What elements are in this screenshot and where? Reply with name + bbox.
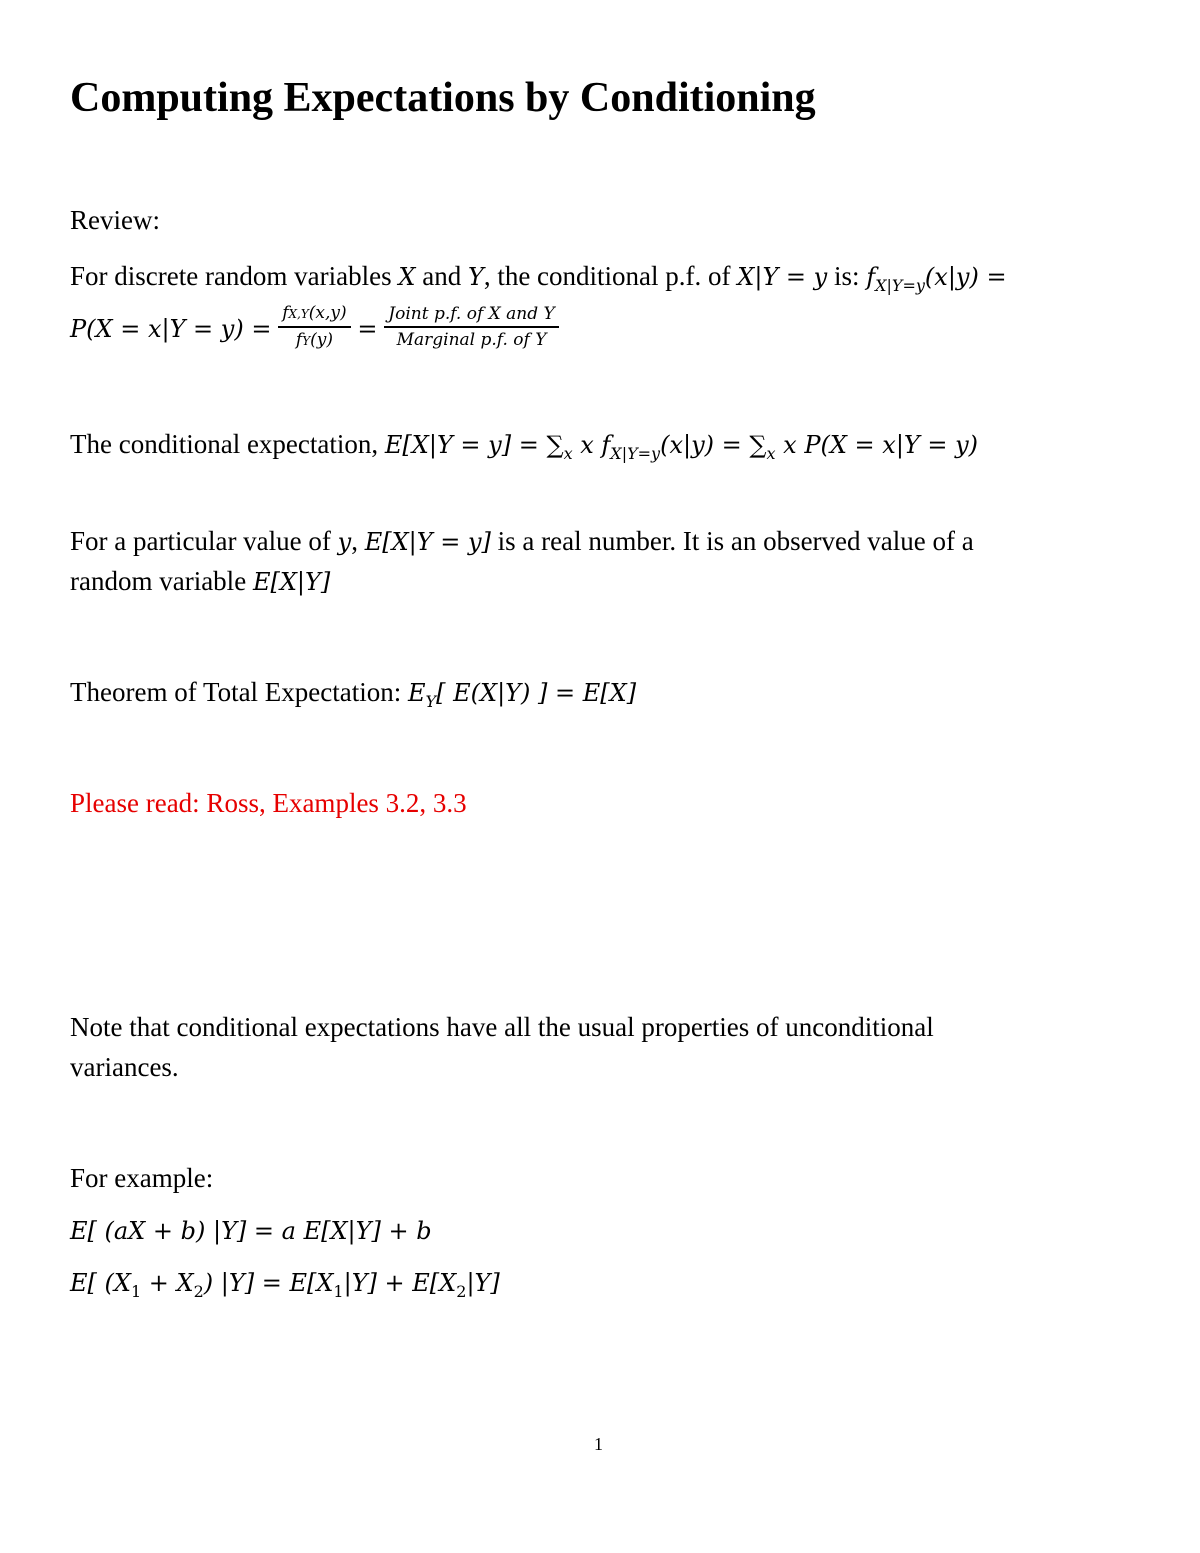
text: For discrete random variables: [70, 261, 399, 291]
math-f: f: [866, 263, 876, 291]
math-expr: E[ (X: [70, 1269, 131, 1297]
math-expr: + X: [141, 1269, 194, 1297]
math-subscript: X|Y=y: [610, 444, 661, 463]
math-expr: (x|y) = ∑: [660, 431, 767, 459]
fraction-numerator: Joint p.f. of X and Y: [384, 302, 558, 328]
example-label: For example:: [70, 1163, 214, 1193]
math-subscript: 1: [130, 1282, 142, 1301]
page-title: Computing Expectations by Conditioning: [70, 75, 816, 121]
page-number: 1: [594, 1434, 603, 1454]
math-condition: X|Y = y: [737, 263, 828, 291]
math-expr: x P(X = x|Y = y): [775, 431, 979, 459]
conditional-expectation-line: [70, 424, 978, 474]
math-expr: E[X|Y = y]: [364, 528, 491, 556]
note-line2: variances.: [70, 1052, 179, 1082]
math-args: (x,y): [308, 303, 347, 323]
example-equation-2: [70, 1262, 500, 1312]
please-read-note: Please read: Ross, Examples 3.2, 3.3: [70, 788, 467, 818]
text: is:: [827, 261, 867, 291]
fraction-words: [384, 302, 558, 352]
math-subscript: Y: [425, 692, 437, 711]
text: The conditional expectation,: [70, 429, 385, 459]
math-expr: E[X|Y]: [252, 568, 331, 596]
math-subscript: x: [766, 444, 776, 463]
math-f: f: [282, 303, 289, 323]
text: is a real number. It is an observed value of a: [490, 526, 974, 556]
math-subscript: X,Y: [288, 307, 309, 321]
math-probability: P(X = x|Y = y) =: [70, 315, 272, 344]
math-expr: [ E(X|Y) ] = E[X]: [436, 679, 637, 707]
math-subscript: 2: [456, 1282, 467, 1301]
discrete-definition-line2: [70, 305, 559, 357]
math-expr: E[ (aX + b) |Y] = a E[X|Y] + b: [70, 1217, 432, 1245]
theorem-total-expectation: [70, 672, 636, 722]
math-y: y: [337, 528, 352, 556]
fraction-numerator: [278, 301, 350, 328]
math-subscript: x: [563, 444, 573, 463]
note-line1: Note that conditional expectations have all the usual properties of unconditional: [70, 1012, 934, 1042]
math-e: E: [408, 679, 426, 707]
math-expr: x f: [572, 431, 611, 459]
math-expr: ) |Y] = E[X: [203, 1269, 334, 1297]
math-y: Y: [467, 263, 484, 291]
fraction-denominator: Marginal p.f. of Y: [396, 330, 547, 350]
review-label: Review:: [70, 205, 160, 235]
particular-value-line2: [70, 561, 330, 602]
text: Theorem of Total Expectation:: [70, 677, 409, 707]
text: random variable: [70, 566, 253, 596]
example-equation-1: [70, 1210, 432, 1251]
math-args: (y): [310, 330, 333, 350]
text: and: [415, 261, 468, 291]
math-subscript: 2: [193, 1282, 204, 1301]
math-expr: |Y]: [466, 1269, 500, 1297]
text: For a particular value of: [70, 526, 338, 556]
math-args: (x|y) =: [924, 263, 1007, 291]
math-subscript: 1: [333, 1282, 344, 1301]
math-expr: E[X|Y = y] = ∑: [384, 431, 564, 459]
text: , the conditional p.f. of: [483, 261, 738, 291]
math-x: X: [398, 263, 416, 291]
math-subscript: X|Y=y: [875, 276, 925, 295]
math-f: f: [295, 330, 303, 350]
math-equals: =: [357, 315, 378, 344]
fraction-joint-over-marginal-f: [278, 301, 350, 353]
math-expr: |Y] + E[X: [343, 1269, 457, 1297]
fraction-denominator: [278, 328, 350, 353]
text: ,: [351, 526, 365, 556]
particular-value-line1: [70, 521, 974, 562]
discrete-definition-line1: [70, 256, 1007, 306]
math-subscript: Y: [302, 334, 311, 348]
